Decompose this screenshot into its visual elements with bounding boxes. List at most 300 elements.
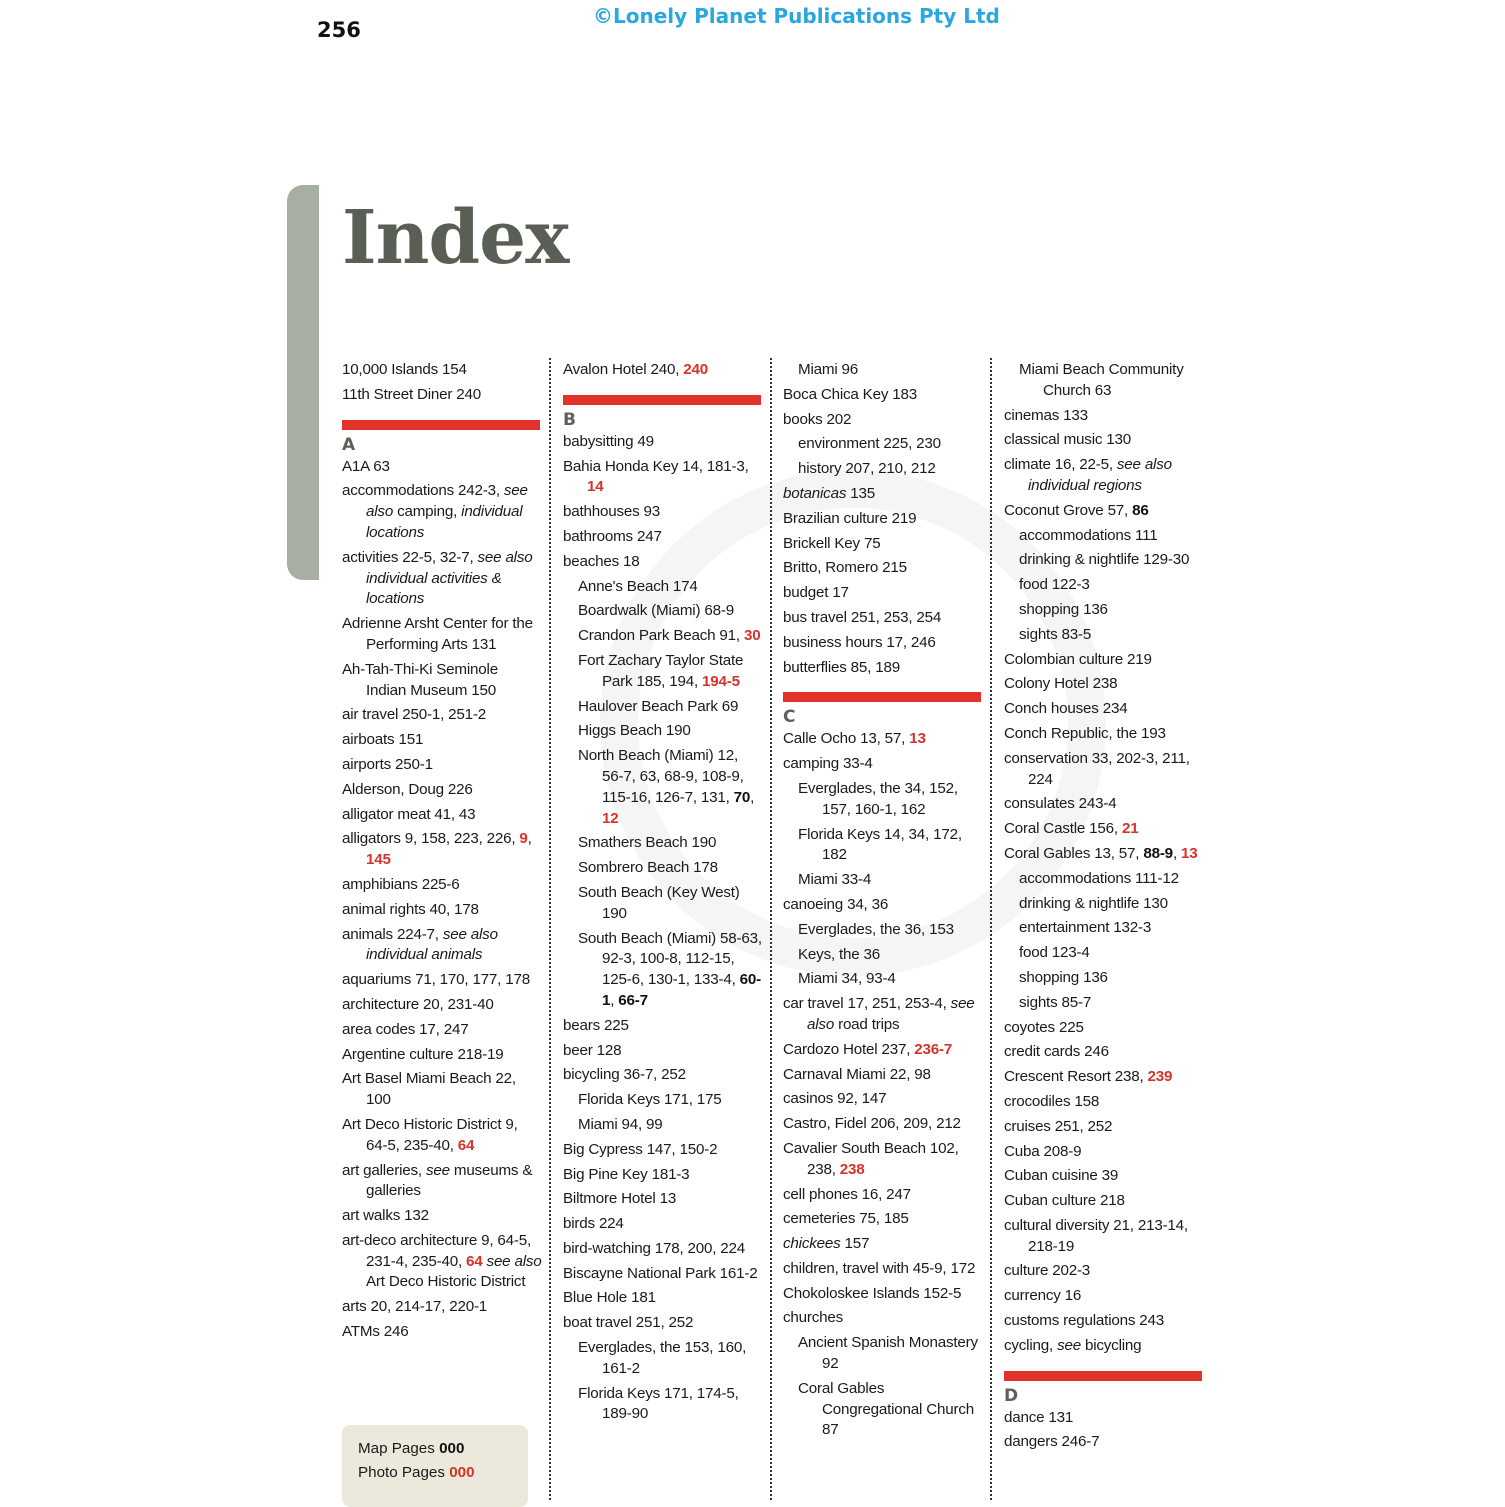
entry-text: animals 224-7, <box>342 925 443 943</box>
legend-map-row <box>358 1437 528 1461</box>
entry-text: animal rights 40, 178 <box>342 900 479 918</box>
heading-letter: C <box>783 707 796 728</box>
entry-text: Sombrero Beach 178 <box>578 859 718 877</box>
entry-text: butterflies 85, 189 <box>783 658 900 676</box>
page-title: Index <box>342 195 569 281</box>
photo-page-ref: 30 <box>743 627 761 645</box>
heading-bar <box>563 395 761 405</box>
index-entry <box>1004 1408 1204 1429</box>
entry-text: Cuba 208-9 <box>1004 1142 1082 1160</box>
entry-text: Carnaval Miami 22, 98 <box>783 1065 931 1083</box>
index-subentry <box>563 721 763 742</box>
section-tab <box>287 185 319 580</box>
index-entry <box>1004 724 1204 745</box>
entry-text: canoeing 34, 36 <box>783 895 889 913</box>
index-column-3 <box>783 360 983 1445</box>
index-subentry <box>1004 526 1204 547</box>
entry-text: Castro, Fidel 206, 209, 212 <box>783 1115 961 1133</box>
index-entry <box>563 552 763 573</box>
entry-text: museums & galleries <box>366 1161 533 1200</box>
legend-photo-code: 000 <box>449 1464 475 1481</box>
index-entry <box>342 614 542 656</box>
index-subentry <box>783 459 983 480</box>
index-entry <box>342 1069 542 1111</box>
entry-text: Higgs Beach 190 <box>578 722 691 740</box>
entry-text: Art Deco Historic District 9, 64-5, 235-40, <box>342 1115 518 1154</box>
entry-text: Cuban culture 218 <box>1004 1192 1125 1210</box>
index-entry <box>783 994 983 1036</box>
index-subentry <box>1004 575 1204 596</box>
index-entry <box>563 1313 763 1334</box>
entry-text: air travel 250-1, 251-2 <box>342 706 486 724</box>
photo-page-ref: 145 <box>366 851 391 869</box>
index-entry <box>1004 674 1204 695</box>
entry-text: cemeteries 75, 185 <box>783 1210 909 1228</box>
entry-text: aquariums 71, 170, 177, 178 <box>342 971 530 989</box>
index-subentry <box>1004 943 1204 964</box>
index-entry <box>1004 819 1204 840</box>
index-entry <box>1004 430 1204 451</box>
index-entry <box>783 1139 983 1181</box>
entry-text: South Beach (Miami) 58-63, 92-3, 100-8, 112-15, 125-6, 130-1, 133-4, <box>578 929 762 989</box>
entry-text: bears 225 <box>563 1016 629 1034</box>
entry-text: arts 20, 214-17, 220-1 <box>342 1298 488 1316</box>
entry-text: bus travel 251, 253, 254 <box>783 608 942 626</box>
italic-text: see also individual activities & locations <box>366 548 533 608</box>
entry-text: Big Pine Key 181-3 <box>563 1165 690 1183</box>
index-column-4 <box>1004 360 1204 1457</box>
italic-text: see <box>1057 1336 1081 1354</box>
index-entry <box>342 1206 542 1227</box>
entry-text: 135 <box>846 484 875 502</box>
index-entry <box>1004 1166 1204 1187</box>
index-subentry <box>783 825 983 867</box>
entry-text: accommodations 242-3, <box>342 482 504 500</box>
entry-text: history 207, 210, 212 <box>798 460 936 478</box>
entry-text: Ancient Spanish Monastery 92 <box>798 1334 978 1373</box>
index-entry <box>563 432 763 453</box>
index-entry <box>563 1264 763 1285</box>
entry-text: Florida Keys 171, 175 <box>578 1091 722 1109</box>
index-subentry <box>1004 918 1204 939</box>
entry-text: camping 33-4 <box>783 755 873 773</box>
index-entry <box>783 583 983 604</box>
index-entry <box>783 1114 983 1135</box>
index-entry <box>342 755 542 776</box>
index-subentry <box>563 1384 763 1426</box>
italic-text: see also <box>807 995 975 1033</box>
heading-letter: B <box>563 409 576 430</box>
index-entry <box>563 1065 763 1086</box>
index-entry <box>342 481 542 543</box>
entry-text: beer 128 <box>563 1041 622 1059</box>
entry-text: bicycling 36-7, 252 <box>563 1066 686 1084</box>
index-subentry <box>1004 968 1204 989</box>
entry-text: , <box>610 991 619 1009</box>
entry-text: Crandon Park Beach 91, <box>578 627 744 645</box>
entry-text: coyotes 225 <box>1004 1018 1084 1036</box>
index-subentry <box>563 746 763 829</box>
index-entry <box>783 1040 983 1061</box>
photo-page-ref: 13 <box>909 730 926 748</box>
entry-text: cycling, <box>1004 1336 1058 1354</box>
index-entry <box>342 1045 542 1066</box>
italic-text: see also <box>366 482 528 521</box>
map-page-ref: 86 <box>1132 501 1149 519</box>
map-page-ref: 70 <box>733 788 751 806</box>
index-entry <box>783 509 983 530</box>
entry-text: environment 225, 230 <box>798 435 941 453</box>
entry-text: bird-watching 178, 200, 224 <box>563 1239 746 1257</box>
entry-text: shopping 136 <box>1019 968 1108 986</box>
index-entry <box>342 780 542 801</box>
entry-text: dance 131 <box>1004 1408 1074 1426</box>
index-entry <box>563 360 763 381</box>
index-entry <box>783 1284 983 1305</box>
entry-text: Avalon Hotel 240, <box>563 361 684 378</box>
index-entry <box>1004 406 1204 427</box>
entry-text: , <box>750 788 755 806</box>
index-entry <box>1004 1117 1204 1138</box>
index-subentry <box>1004 625 1204 646</box>
photo-page-ref: 12 <box>602 809 619 827</box>
index-entry <box>563 1288 763 1309</box>
index-subentry <box>563 883 763 925</box>
index-entry <box>563 1214 763 1235</box>
index-entry <box>1004 650 1204 671</box>
entry-text: drinking & nightlife 130 <box>1019 894 1168 912</box>
photo-page-ref: 236-7 <box>914 1040 953 1058</box>
entry-text: Coral Gables Congregational Church 87 <box>798 1379 974 1439</box>
index-subentry <box>1004 894 1204 915</box>
photo-page-ref: 238 <box>839 1160 865 1178</box>
entry-text: Cuban cuisine 39 <box>1004 1167 1119 1185</box>
index-entry <box>783 1259 983 1280</box>
column-divider <box>770 358 772 1500</box>
index-entry <box>1004 749 1204 791</box>
entry-text: casinos 92, 147 <box>783 1090 887 1108</box>
entry-text: dangers 246-7 <box>1004 1433 1100 1451</box>
photo-page-ref: 194-5 <box>702 672 740 690</box>
entry-text: South Beach (Key West) 190 <box>578 883 740 922</box>
index-entry <box>342 730 542 751</box>
entry-text: area codes 17, 247 <box>342 1020 469 1038</box>
index-entry <box>1004 699 1204 720</box>
entry-text: road trips <box>834 1015 900 1033</box>
index-entry <box>1004 501 1204 522</box>
heading-letter: A <box>342 434 355 455</box>
entry-text: Cavalier South Beach 102, 238, <box>783 1139 959 1178</box>
entry-text: beaches 18 <box>563 552 640 570</box>
entry-text: Big Cypress 147, 150-2 <box>563 1140 718 1158</box>
index-subentry <box>563 1090 763 1111</box>
entry-text: Everglades, the 34, 152, 157, 160-1, 162 <box>798 779 958 818</box>
index-subentry <box>563 1338 763 1380</box>
index-entry <box>783 1089 983 1110</box>
index-subentry <box>783 870 983 891</box>
index-entry <box>1004 1432 1204 1453</box>
index-subentry <box>783 1333 983 1375</box>
index-entry <box>563 1041 763 1062</box>
map-page-ref: 60-1 <box>602 971 762 1009</box>
entry-text: food 123-4 <box>1019 944 1090 962</box>
letter-heading <box>342 420 542 455</box>
index-entry <box>342 360 542 381</box>
entry-text: camping, <box>393 503 462 521</box>
index-entry <box>1004 1092 1204 1113</box>
entry-text: Haulover Beach Park 69 <box>578 697 739 715</box>
index-subentry <box>783 969 983 990</box>
entry-text: Miami 96 <box>798 361 859 378</box>
index-entry <box>342 660 542 702</box>
index-entry <box>1004 1216 1204 1258</box>
index-subentry <box>783 920 983 941</box>
entry-text: art galleries, <box>342 1161 426 1179</box>
entry-text: bathhouses 93 <box>563 503 661 521</box>
entry-text: Ah-Tah-Thi-Ki Seminole Indian Museum 150 <box>342 660 498 699</box>
entry-text: Smathers Beach 190 <box>578 834 717 852</box>
entry-text: shopping 136 <box>1019 600 1108 618</box>
index-entry <box>1004 1142 1204 1163</box>
entry-text: Boardwalk (Miami) 68-9 <box>578 602 734 620</box>
entry-text: Coconut Grove 57, <box>1004 501 1133 519</box>
entry-text: cell phones 16, 247 <box>783 1185 911 1203</box>
photo-page-ref: 21 <box>1121 820 1139 838</box>
index-entry <box>342 970 542 991</box>
entry-text: Miami 34, 93-4 <box>798 970 896 988</box>
entry-text: airboats 151 <box>342 731 424 749</box>
entry-text: birds 224 <box>563 1215 624 1233</box>
entry-text: North Beach (Miami) 12, 56-7, 63, 68-9, 108-9, 115-16, 126-7, 131, <box>578 747 744 806</box>
entry-text: art walks 132 <box>342 1207 429 1225</box>
copyright-notice: ©Lonely Planet Publications Pty Ltd <box>593 4 1000 28</box>
entry-text: , <box>1172 844 1181 862</box>
entry-text: bicycling <box>1080 1336 1142 1354</box>
entry-text: bathrooms 247 <box>563 527 662 545</box>
index-entry <box>783 608 983 629</box>
entry-text: Boca Chica Key 183 <box>783 385 918 403</box>
entry-text: sights 83-5 <box>1019 625 1092 643</box>
index-entry <box>342 829 542 871</box>
map-page-ref: 66-7 <box>618 991 648 1009</box>
entry-text: Cardozo Hotel 237, <box>783 1040 915 1058</box>
legend-map-code: 000 <box>439 1440 465 1457</box>
entry-text: entertainment 132-3 <box>1019 919 1152 937</box>
photo-page-ref: 64 <box>457 1136 475 1154</box>
entry-text: churches <box>783 1309 844 1327</box>
entry-text: Biltmore Hotel 13 <box>563 1190 677 1208</box>
column-divider <box>549 358 551 1500</box>
column-divider <box>990 358 992 1500</box>
entry-text: Everglades, the 153, 160, 161-2 <box>578 1339 747 1377</box>
legend-map-label: Map Pages <box>358 1440 435 1457</box>
entry-text: amphibians 225-6 <box>342 875 460 893</box>
index-subentry <box>783 1379 983 1441</box>
index-entry <box>342 457 542 478</box>
index-subentry <box>783 434 983 455</box>
index-entry <box>783 385 983 406</box>
entry-text: Adrienne Arsht Center for the Performing Arts 131 <box>342 615 533 653</box>
index-column-2 <box>563 360 763 1429</box>
index-subentry <box>1004 600 1204 621</box>
legend-photo-row <box>358 1461 528 1485</box>
index-entry <box>342 1161 542 1203</box>
entry-text: boat travel 251, 252 <box>563 1314 694 1332</box>
entry-text: 11th Street Diner 240 <box>342 385 482 403</box>
index-entry <box>1004 1261 1204 1282</box>
entry-text: alligators 9, 158, 223, 226, <box>342 830 520 848</box>
entry-text: customs regulations 243 <box>1004 1312 1165 1330</box>
map-page-ref: 88-9 <box>1143 844 1173 862</box>
index-entry <box>783 1185 983 1206</box>
index-entry <box>563 1016 763 1037</box>
entry-text: Art Deco Historic District <box>366 1273 526 1291</box>
italic-text: chickees <box>783 1235 841 1253</box>
index-entry <box>563 1189 763 1210</box>
index-column-1 <box>342 360 542 1347</box>
index-entry <box>1004 1191 1204 1212</box>
entry-text: architecture 20, 231-40 <box>342 995 494 1013</box>
entry-text: Coral Gables 13, 57, <box>1004 844 1144 862</box>
index-subentry <box>1004 550 1204 571</box>
entry-text: budget 17 <box>783 584 849 602</box>
entry-text: babysitting 49 <box>563 432 654 450</box>
entry-text: consulates 243-4 <box>1004 795 1117 813</box>
legend-photo-label: Photo Pages <box>358 1464 445 1481</box>
index-subentry <box>563 833 763 854</box>
entry-text: Fort Zachary Taylor State Park 185, 194, <box>578 651 744 690</box>
entry-text: conservation 33, 202-3, 211, 224 <box>1004 749 1190 788</box>
entry-text: Conch Republic, the 193 <box>1004 724 1166 742</box>
entry-text: credit cards 246 <box>1004 1043 1109 1061</box>
index-entry <box>563 1239 763 1260</box>
index-subentry <box>783 945 983 966</box>
index-entry <box>563 502 763 523</box>
heading-bar <box>342 420 540 430</box>
entry-text: Miami 94, 99 <box>578 1115 663 1133</box>
entry-text: Alderson, Doug 226 <box>342 780 473 798</box>
index-entry <box>783 1065 983 1086</box>
entry-text: Keys, the 36 <box>798 945 881 963</box>
entry-text: , <box>527 830 532 848</box>
entry-text: A1A 63 <box>342 457 390 475</box>
index-entry <box>783 534 983 555</box>
italic-text: individual locations <box>366 503 523 541</box>
heading-letter: D <box>1004 1385 1018 1406</box>
entry-text: Brickell Key 75 <box>783 534 881 552</box>
entry-text: books 202 <box>783 410 852 428</box>
entry-text: 157 <box>840 1235 870 1253</box>
entry-text: Argentine culture 218-19 <box>342 1045 504 1063</box>
entry-text: accommodations 111-12 <box>1019 869 1179 887</box>
photo-page-ref: 13 <box>1180 844 1198 862</box>
entry-text: ATMs 246 <box>342 1323 409 1341</box>
index-entry <box>1004 1311 1204 1332</box>
index-entry <box>1004 794 1204 815</box>
photo-page-ref: 239 <box>1147 1068 1173 1086</box>
entry-text: Florida Keys 14, 34, 172, 182 <box>798 825 962 864</box>
entry-text: children, travel with 45-9, 172 <box>783 1259 976 1277</box>
entry-text: Florida Keys 171, 174-5, 189-90 <box>578 1384 739 1423</box>
index-subentry <box>783 360 983 381</box>
entry-text: climate 16, 22-5, <box>1004 456 1117 474</box>
entry-text: Colony Hotel 238 <box>1004 675 1118 693</box>
index-subentry <box>1004 360 1204 402</box>
index-entry <box>342 925 542 967</box>
index-entry <box>783 484 983 505</box>
index-entry <box>342 900 542 921</box>
entry-text: car travel 17, 251, 253-4, <box>783 995 951 1013</box>
entry-text: Art Basel Miami Beach 22, 100 <box>342 1070 516 1109</box>
index-entry <box>342 705 542 726</box>
index-entry <box>1004 455 1204 497</box>
entry-text: Biscayne National Park 161-2 <box>563 1264 758 1282</box>
entry-text: Blue Hole 181 <box>563 1289 656 1307</box>
index-entry <box>783 895 983 916</box>
index-subentry <box>563 1115 763 1136</box>
page-number: 256 <box>317 18 361 42</box>
index-entry <box>783 1209 983 1230</box>
index-entry <box>563 1165 763 1186</box>
entry-text: Bahia Honda Key 14, 181-3, <box>563 457 749 475</box>
index-subentry <box>563 601 763 622</box>
index-entry <box>342 1115 542 1157</box>
index-entry <box>563 457 763 499</box>
index-subentry <box>1004 993 1204 1014</box>
entry-text: activities 22-5, 32-7, <box>342 548 478 566</box>
entry-text: Brazilian culture 219 <box>783 509 917 527</box>
index-subentry <box>563 858 763 879</box>
index-entry <box>342 1231 542 1293</box>
entry-text: accommodations 111 <box>1019 526 1158 544</box>
index-entry <box>342 875 542 896</box>
index-subentry <box>563 697 763 718</box>
index-entry <box>783 729 983 750</box>
entry-text: food 122-3 <box>1019 576 1090 594</box>
heading-bar <box>1004 1371 1202 1381</box>
entry-text: Miami 33-4 <box>798 871 872 889</box>
index-entry <box>783 658 983 679</box>
entry-text: drinking & nightlife 129-30 <box>1019 551 1190 569</box>
index-entry <box>342 1020 542 1041</box>
italic-text: see also <box>486 1252 542 1270</box>
entry-text: Crescent Resort 238, <box>1004 1068 1148 1086</box>
index-entry <box>342 385 542 406</box>
index-entry <box>563 1140 763 1161</box>
photo-page-ref: 14 <box>587 478 604 496</box>
entry-text: Britto, Romero 215 <box>783 559 907 577</box>
index-entry <box>342 1322 542 1343</box>
entry-text: culture 202-3 <box>1004 1262 1091 1280</box>
italic-text: see also individual regions <box>1028 456 1172 494</box>
index-entry <box>1004 844 1204 865</box>
entry-text: airports 250-1 <box>342 755 433 773</box>
entry-text: art-deco architecture 9, 64-5, 231-4, 235-40, <box>342 1231 532 1270</box>
photo-page-ref: 64 <box>466 1252 483 1270</box>
index-entry <box>1004 1336 1204 1357</box>
index-entry <box>1004 1067 1204 1088</box>
index-entry <box>1004 1042 1204 1063</box>
italic-text: see <box>425 1161 450 1179</box>
entry-text: cinemas 133 <box>1004 406 1088 424</box>
index-entry <box>783 558 983 579</box>
entry-text: 10,000 Islands 154 <box>342 361 467 378</box>
entry-text: Everglades, the 36, 153 <box>798 920 954 938</box>
index-entry <box>1004 1286 1204 1307</box>
entry-text: cultural diversity 21, 213-14, 218-19 <box>1004 1216 1188 1255</box>
photo-page-ref: 9 <box>519 830 528 848</box>
index-subentry <box>783 779 983 821</box>
